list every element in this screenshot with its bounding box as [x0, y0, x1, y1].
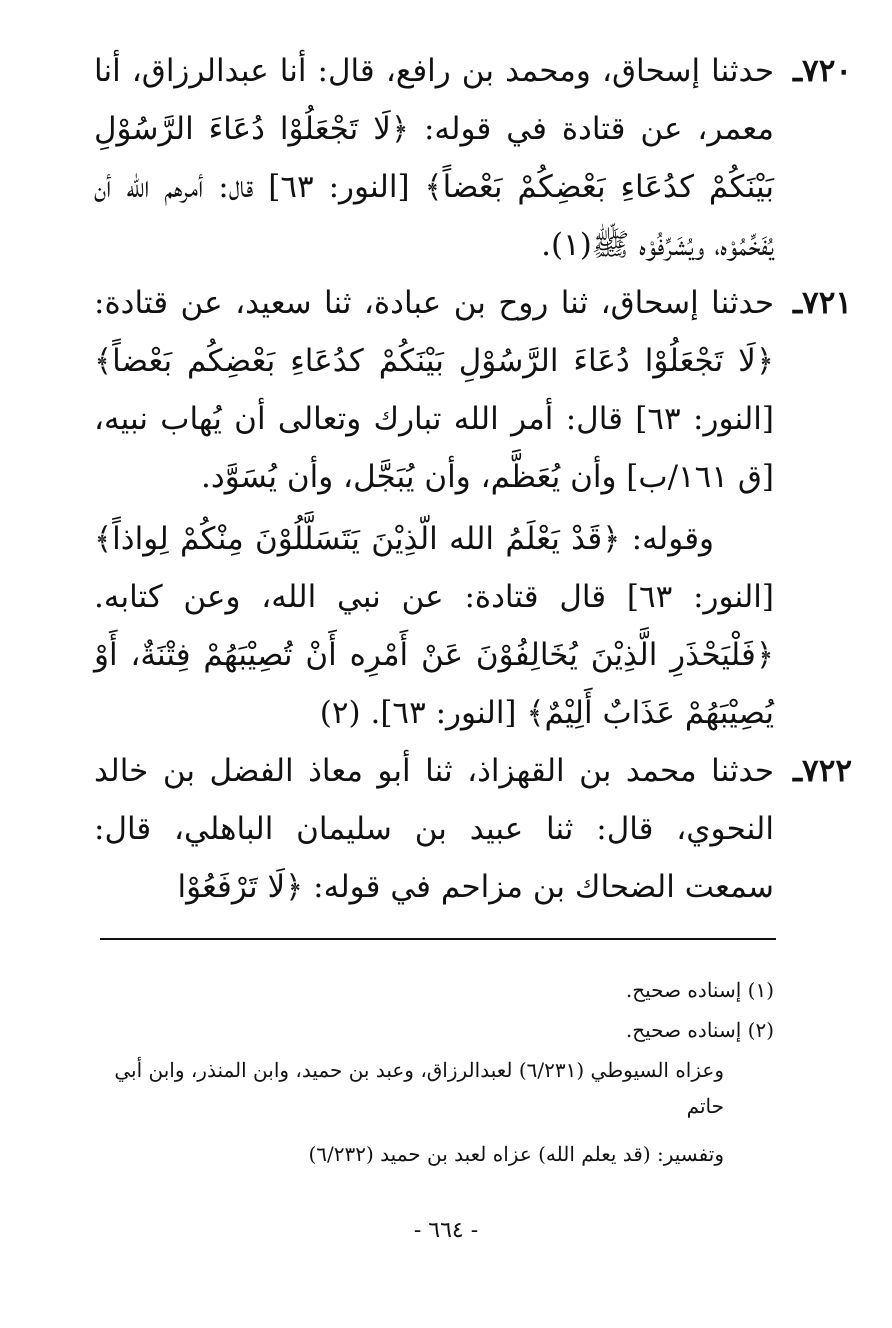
footnote-1-text: إسناده صحيح.	[625, 978, 742, 1002]
hadith-text-721: حدثنا إسحاق، ثنا روح بن عبادة، ثنا سعيد، عن قتادة: ﴿لَا تَجْعَلُوْا دُعَاءَ الرَّسُوْلِ بَيْنَكُمْ كدُعَاءِ بَعْضِكُم بَعْضاً﴾ [النور: ٦٣] قال: أمر الله تبارك وتعالى أن يُهاب نبيه، [ق ١٦١/ب] وأن يُعَظَّم، وأن يُبَجَّل، وأن يُسَوَّد.	[94, 285, 774, 495]
footnote-2-marker: (٢)	[747, 1018, 774, 1042]
hadith-text-720: حدثنا إسحاق، ومحمد بن رافع، قال: أنا عبدالرزاق، أنا معمر، عن قتادة في قوله: ﴿لَا تَجْعَلُوْا دُعَاءَ الرَّسُوْلِ بَيْنَكُمْ كدُعَاءِ بَعْضِكُمْ بَعْضاً﴾ [النور: ٦٣] قال: أمرهم الله أن يُفَخِّمُوْه، ويُشَرِّفُوْه ﷺ(١).	[94, 53, 775, 263]
footnote-2-note-2: وتفسير: (قد يعلم الله) عزاه لعبد بن حميد (٦/٢٣٢)	[308, 1142, 724, 1166]
hadith-number-720: ٧٢٠ـ	[792, 53, 852, 89]
hadith-number-722: ٧٢٢ـ	[792, 753, 852, 789]
footnote-1	[134, 972, 774, 1008]
footnote-divider	[100, 938, 776, 940]
hadith-number-721: ٧٢١ـ	[792, 285, 852, 321]
page-number: - ٦٦٤ -	[413, 1218, 479, 1243]
footnote-2	[134, 1012, 774, 1048]
hadith-text-721-continuation: وقوله: ﴿قَدْ يَعْلَمُ الله الّذِيْنَ يَتَسَلَّلُوْنَ مِنْكُمْ لِواذاً﴾ [النور: ٦٣] قال قتادة: عن نبي الله، وعن كتابه. ﴿فَلْيَحْذَرِ الَّذِيْنَ يُخَالِفُوْنَ عَنْ أَمْرِه أَنْ تُصِيْبَهُمْ فِتْنَةٌ، أَوْ يُصِيْبَهُمْ عَذَابٌ أَلِيْمٌ﴾ [النور: ٦٣]. (٢)	[94, 521, 775, 731]
footnote-2-text: إسناده صحيح.	[625, 1018, 742, 1042]
hadith-text-722: حدثنا محمد بن القهزاذ، ثنا أبو معاذ الفضل بن خالد النحوي، قال: ثنا عبيد بن سليمان الباهلي، قال: سمعت الضحاك بن مزاحم في قوله: ﴿لَا تَرْفَعُوْا	[94, 753, 774, 905]
footnote-1-marker: (١)	[747, 978, 774, 1002]
footnote-2-note-1: وعزاه السيوطي (٦/٢٣١) لعبدالرزاق، وعبد بن حميد، وابن المنذر، وابن أبي حاتم	[114, 1058, 724, 1118]
